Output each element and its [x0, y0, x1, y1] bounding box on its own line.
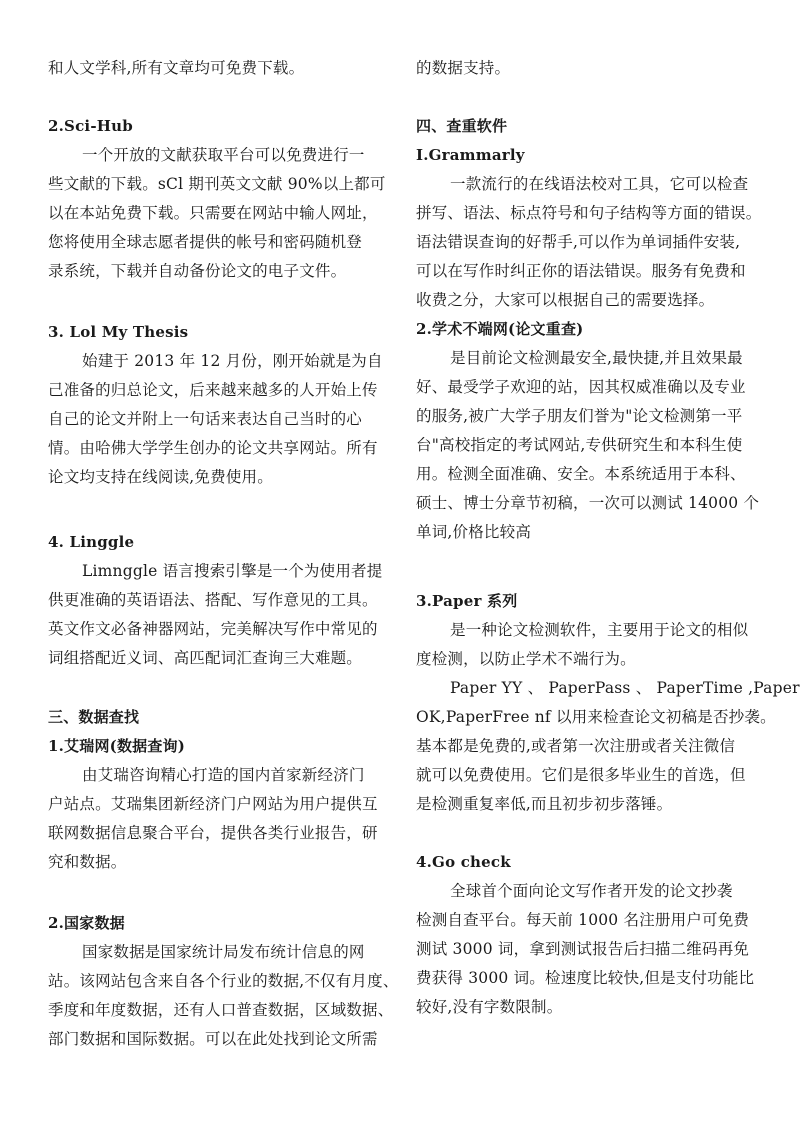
grammarly-line: 收费之分，大家可以根据自己的需要选择。 — [416, 291, 715, 309]
national-data-heading: 2.国家数据 — [48, 914, 125, 932]
national-data-line: 部门数据和国际数据。可以在此处找到论文所需 — [48, 1030, 378, 1048]
national-data-line: 季度和年度数据，还有人口普查数据，区域数据、 — [48, 1001, 394, 1019]
national-data-line: 站。该网站包含来自各个行业的数据,不仅有月度、 — [48, 972, 399, 990]
scihub-heading: 2.Sci-Hub — [48, 117, 133, 135]
paper-heading: 3.Paper 系列 — [416, 592, 518, 610]
lolmythesis-line: 自己的论文并附上一句话来表达自己当时的心 — [48, 410, 363, 428]
grammarly-line: 语法错误查询的好帮手,可以作为单词插件安装, — [416, 233, 741, 251]
paper-line: 是一种论文检测软件，主要用于论文的相似 — [450, 621, 749, 639]
scihub-line: 一个开放的文献获取平台可以免费进行一 — [82, 146, 365, 164]
linggle-heading: 4. Linggle — [48, 533, 135, 551]
grammarly-line: 拼写、语法、标点符号和句子结构等方面的错误。 — [416, 204, 762, 222]
gocheck-line: 测试 3000 词，拿到测试报告后扫描二维码再免 — [416, 940, 750, 958]
gocheck-line: 检测自查平台。每天前 1000 名注册用户可免费 — [416, 911, 750, 929]
xueshu-line: 硕士、博士分章节初稿，一次可以测试 14000 个 — [416, 494, 760, 512]
iresearch-line: 户站点。艾瑞集团新经济门户网站为用户提供互 — [48, 795, 378, 813]
lolmythesis-line: 情。由哈佛大学学生创办的论文共享网站。所有 — [48, 439, 378, 457]
paper-line: 基本都是免费的,或者第一次注册或者关注微信 — [416, 737, 736, 755]
iresearch-line: 联网数据信息聚合平台，提供各类行业报告，研 — [48, 824, 378, 842]
gocheck-line: 较好,没有字数限制。 — [416, 998, 563, 1016]
linggle-line: Limnggle 语言搜索引擎是一个为使用者提 — [82, 562, 383, 580]
xueshu-line: 好、最受学子欢迎的站，因其权威准确以及专业 — [416, 378, 746, 396]
paper-line: 就可以免费使用。它们是很多毕业生的首选，但 — [416, 766, 746, 784]
lolmythesis-line: 己准备的归总论文，后来越来越多的人开始上传 — [48, 381, 378, 399]
lolmythesis-line: 论文均支持在线阅读,免费使用。 — [48, 468, 273, 486]
linggle-line: 供更准确的英语语法、搭配、写作意见的工具。 — [48, 591, 378, 609]
scihub-line: 录系统，下载并自动备份论文的电子文件。 — [48, 262, 347, 280]
national-data-line: 国家数据是国家统计局发布统计信息的网 — [82, 943, 365, 961]
linggle-line: 词组搭配近义词、高匹配词汇查询三大难题。 — [48, 649, 363, 667]
linggle-line: 英文作文必备神器网站，完美解决写作中常见的 — [48, 620, 378, 638]
paper-line: 是检测重复率低,而且初步初步落锤。 — [416, 795, 673, 813]
section4-heading: 四、查重软件 — [416, 117, 508, 135]
iresearch-heading: 1.艾瑞网(数据查询) — [48, 737, 186, 755]
gocheck-line: 费获得 3000 词。检速度比较快,但是支付功能比 — [416, 969, 755, 987]
iresearch-line: 究和数据。 — [48, 853, 127, 871]
xueshu-heading: 2.学术不端网(论文重查) — [416, 320, 584, 338]
continuation-text: 的数据支持。 — [416, 59, 511, 77]
paper-line: OK,PaperFree nf 以用来检查论文初稿是否抄袭。 — [416, 708, 776, 726]
paper-line: Paper YY 、 PaperPass 、 PaperTime ,Paper — [450, 679, 800, 697]
section3-heading: 三、数据查找 — [48, 708, 140, 726]
grammarly-heading: I.Grammarly — [416, 146, 525, 164]
scihub-line: 些文献的下载。sCl 期刊英文文献 90%以上都可 — [48, 175, 386, 193]
xueshu-line: 单词,价格比较高 — [416, 523, 532, 541]
xueshu-line: 用。检测全面准确、安全。本系统适用于本科、 — [416, 465, 746, 483]
grammarly-line: 可以在写作时纠正你的语法错误。服务有免费和 — [416, 262, 746, 280]
lolmythesis-heading: 3. Lol My Thesis — [48, 323, 189, 341]
lolmythesis-line: 始建于 2013 年 12 月份，刚开始就是为自 — [82, 352, 383, 370]
xueshu-line: 的服务,被广大学子朋友们誉为"论文检测第一平 — [416, 407, 743, 425]
paper-line: 度检测，以防止学术不端行为。 — [416, 650, 636, 668]
grammarly-line: 一款流行的在线语法校对工具，它可以检查 — [450, 175, 749, 193]
gocheck-heading: 4.Go check — [416, 853, 511, 871]
scihub-line: 您将使用全球志愿者提供的帐号和密码随机登 — [48, 233, 363, 251]
xueshu-line: 是目前论文检测最安全,最快捷,并且效果最 — [450, 349, 743, 367]
scihub-line: 以在本站免费下载。只需要在网站中输人网址， — [48, 204, 378, 222]
intro-tail-text: 和人文学科,所有文章均可免费下载。 — [48, 59, 305, 77]
iresearch-line: 由艾瑞咨询精心打造的国内首家新经济门 — [82, 766, 365, 784]
gocheck-line: 全球首个面向论文写作者开发的论文抄袭 — [450, 882, 733, 900]
xueshu-line: 台"高校指定的考试网站,专供研究生和本科生使 — [416, 436, 743, 454]
